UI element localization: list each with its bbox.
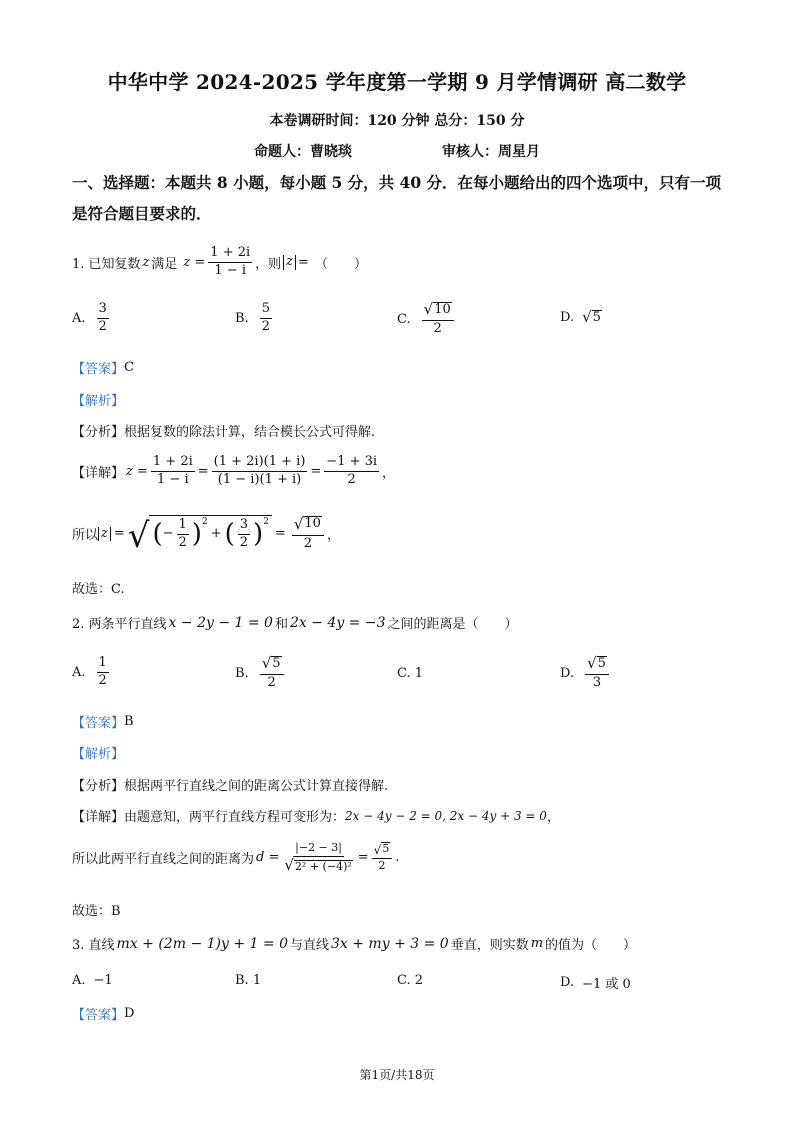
q2-line1: x − 2y − 1 = 0 [168, 614, 273, 631]
q2-dist-prefix: 所以此两平行直线之间的距离为 [72, 852, 255, 868]
q1-so-res-den: 2 [303, 535, 313, 551]
q2-dist-den: 2² + (−4)² [294, 859, 352, 873]
q1-so-eq: = [113, 526, 125, 542]
q1-option-b[interactable] [235, 302, 275, 335]
q1-paren: （ ） [314, 256, 367, 272]
q3-option-a[interactable] [72, 973, 113, 988]
q2-answer-value: B [124, 714, 134, 729]
q2-dist-end: . [395, 850, 400, 866]
q2-a-den: 2 [98, 672, 107, 688]
q1-so-h1-num: 1 [177, 518, 189, 535]
q1-detail [72, 455, 395, 488]
q1-option-c-label: C. [397, 312, 411, 328]
q1-eq-lhs: z = [183, 254, 206, 270]
q2-and: 和 [274, 617, 288, 632]
question-1 [72, 246, 367, 279]
q1-detail-f3-num: −1 + 3i [324, 455, 379, 472]
q2-detail [72, 806, 560, 825]
q2-option-b-label: B. [235, 666, 249, 682]
sqrt-icon: √ [284, 855, 294, 874]
q2-suffix: 之间的距离是（ ） [387, 617, 518, 632]
section-heading-line2: 是符合题目要求的． [72, 204, 212, 223]
q2-choose-text: 故选：B [72, 904, 121, 919]
q3-prefix: 3. 直线 [72, 938, 115, 953]
q3-option-a-label: A. [72, 973, 86, 988]
exam-time-info: 本卷调研时间：120 分钟 总分：150 分 [269, 113, 525, 129]
q2-dist-res-rad: 5 [382, 842, 390, 856]
section-heading-line1: 一、选择题：本题共 8 小题，每小题 5 分，共 40 分．在每小题给出的四个选项中，只有一项 [72, 173, 722, 192]
q2-d-den: 3 [592, 675, 602, 691]
q1-so-end: ， [326, 528, 340, 544]
q1-so-sqrt [127, 515, 272, 556]
q1-so-h2-den: 2 [239, 534, 249, 550]
q1-so-abs: z [98, 527, 111, 541]
q1-b-num: 5 [260, 302, 272, 319]
q3-d-val: −1 或 0 [582, 977, 631, 992]
q2-option-c-label: C. 1 [397, 666, 424, 681]
q3-suffix: 垂直，则实数 [450, 938, 529, 953]
q2-prefix: 2. 两条平行直线 [72, 617, 167, 632]
q2-option-a[interactable] [72, 656, 112, 689]
question-2 [72, 613, 518, 632]
q1-mid: 满足 [151, 256, 178, 272]
q1-eq: = [298, 254, 309, 270]
q1-choose [72, 578, 125, 597]
sqrt-icon: √ [261, 654, 272, 673]
q2-b-rad: 5 [272, 656, 281, 671]
q1-fenxi-text: 根据复数的除法计算，结合模长公式可得解. [124, 425, 376, 440]
q3-answer [72, 1004, 134, 1023]
q2-b-den: 2 [267, 675, 276, 691]
right-paren-icon: ) [253, 519, 264, 550]
left-paren-icon: ( [224, 519, 235, 550]
q3-var: m [530, 936, 544, 951]
q1-so-res-rad: 10 [304, 516, 321, 532]
q2-choose [72, 900, 121, 919]
q2-option-c[interactable] [397, 666, 431, 681]
q3-line2: 3x + my + 3 = 0 [331, 935, 449, 952]
q2-a-num: 1 [97, 656, 109, 673]
sqrt-icon: √ [587, 654, 597, 673]
q1-option-a[interactable] [72, 302, 112, 335]
q1-answer [72, 358, 134, 377]
page-footer: 第1页/共18页 [359, 1068, 435, 1082]
q3-answer-value: D [124, 1006, 135, 1021]
q1-fenxi-tag: 【分析】 [72, 425, 125, 440]
q3-option-c-label: C. 2 [397, 973, 424, 988]
q1-z: z [142, 254, 150, 270]
q1-c-rad: 10 [434, 302, 451, 317]
q1-detail-f2-num: (1 + 2i)(1 + i) [212, 455, 308, 472]
q2-detail-end: ， [546, 810, 560, 825]
q1-prefix: 1. 已知复数 [72, 256, 141, 272]
q3-mid: 与直线 [289, 938, 329, 953]
q3-option-d-label: D. [560, 975, 575, 990]
q1-modulus [72, 514, 340, 556]
q3-answer-tag: 【答案】 [72, 1008, 125, 1023]
q1-so-eq2: = [274, 526, 286, 542]
q1-d-rad: 5 [592, 310, 601, 325]
q2-option-d[interactable] [560, 656, 612, 691]
q1-c-den: 2 [433, 321, 442, 337]
q3-option-c[interactable] [397, 973, 431, 988]
q2-answer [72, 712, 134, 731]
exam-authors [0, 141, 794, 161]
q2-option-d-label: D. [560, 666, 575, 682]
q1-frac-num: 1 + 2i [208, 246, 252, 263]
left-paren-icon: ( [152, 519, 163, 550]
q3-option-b[interactable] [235, 973, 269, 988]
q1-option-d[interactable] [560, 310, 602, 325]
q3-a-val: −1 [93, 973, 113, 988]
q1-detail-end: ， [382, 465, 396, 481]
q1-a-num: 3 [97, 302, 109, 319]
q1-so-h2-num: 3 [238, 518, 250, 535]
q2-line2: 2x − 4y = −3 [289, 614, 386, 631]
sqrt-icon: √ [582, 308, 592, 327]
q1-detail-f2-den: (1 − i)(1 + i) [217, 471, 302, 487]
page-title: 中华中学 2024-2025 学年度第一学期 9 月学情调研 高二数学 [107, 70, 687, 94]
sqrt-icon: √ [373, 842, 382, 857]
sqrt-icon: √ [127, 515, 150, 556]
q2-fenxi-tag: 【分析】 [72, 779, 125, 794]
q1-analysis-tag: 【解析】 [72, 394, 125, 409]
q1-b-den: 2 [261, 318, 270, 334]
q1-analysis [72, 390, 124, 409]
q2-dist-eq: = [357, 850, 369, 866]
q1-detail-f3-den: 2 [347, 471, 356, 487]
q1-fraction [208, 246, 252, 279]
q1-detail-eq1: = [197, 463, 209, 479]
reviewer: 审核人：周星月 [442, 144, 540, 160]
q2-distance [72, 842, 399, 873]
q1-option-d-label: D. [560, 310, 575, 326]
q2-analysis-tag: 【解析】 [72, 747, 125, 762]
q1-option-a-label: A. [72, 310, 86, 326]
q2-option-b[interactable] [235, 656, 287, 691]
q1-choose-text: 故选：C. [72, 582, 125, 597]
q2-dist-d: d = [256, 850, 280, 866]
q1-answer-value: C [124, 360, 134, 375]
right-paren-icon: ) [191, 519, 202, 550]
q1-so-h1-den: 2 [178, 534, 187, 550]
q2-detail-eqs: 2x − 4y − 2 = 0, 2x − 4y + 3 = 0 [345, 808, 547, 823]
q3-suffix2: 的值为（ ） [545, 938, 637, 953]
q1-option-b-label: B. [235, 310, 249, 326]
sqrt-icon: √ [293, 514, 304, 533]
q1-frac-den: 1 − i [214, 262, 247, 278]
q1-abs: z [283, 255, 296, 269]
q2-analysis [72, 743, 124, 762]
q2-detail-text: 由题意知，两平行直线方程可变形为： [124, 810, 346, 825]
q2-detail-tag: 【详解】 [72, 810, 125, 825]
q1-so-sq1: 2 [201, 517, 208, 527]
sqrt-icon: √ [423, 300, 434, 319]
q1-so-minus: − [162, 526, 174, 542]
section-heading [72, 167, 732, 229]
q3-option-b-label: B. 1 [235, 973, 262, 988]
q1-detail-f1-den: 1 − i [157, 471, 189, 487]
q1-detail-f1-num: 1 + 2i [151, 455, 195, 472]
q1-detail-eq2: = [310, 463, 322, 479]
q3-option-d[interactable] [560, 973, 631, 992]
q2-option-a-label: A. [72, 664, 86, 680]
q1-so-plus: + [210, 526, 222, 542]
q1-answer-tag: 【答案】 [72, 362, 125, 377]
q1-then: ，则 [255, 256, 282, 272]
q1-a-den: 2 [98, 318, 107, 334]
q1-detail-z: z = [126, 463, 148, 479]
q2-answer-tag: 【答案】 [72, 716, 125, 731]
q2-dist-res-den: 2 [378, 859, 386, 873]
q2-fenxi-text: 根据两平行直线之间的距离公式计算直接得解. [124, 779, 389, 794]
q1-so-radicand [149, 515, 271, 553]
q3-line1: mx + (2m − 1)y + 1 = 0 [116, 935, 288, 952]
q1-so-sq2: 2 [263, 517, 269, 527]
q2-fenxi [72, 775, 388, 794]
q1-fenxi [72, 421, 375, 440]
q1-detail-tag: 【详解】 [72, 465, 125, 481]
q2-d-rad: 5 [597, 656, 606, 671]
author: 命题人：曹晓琰 [254, 144, 352, 160]
q2-dist-num: |−2 − 3| [293, 842, 344, 857]
q1-so-prefix: 所以 [72, 528, 99, 544]
q1-option-c[interactable] [397, 302, 457, 337]
question-3 [72, 934, 636, 953]
